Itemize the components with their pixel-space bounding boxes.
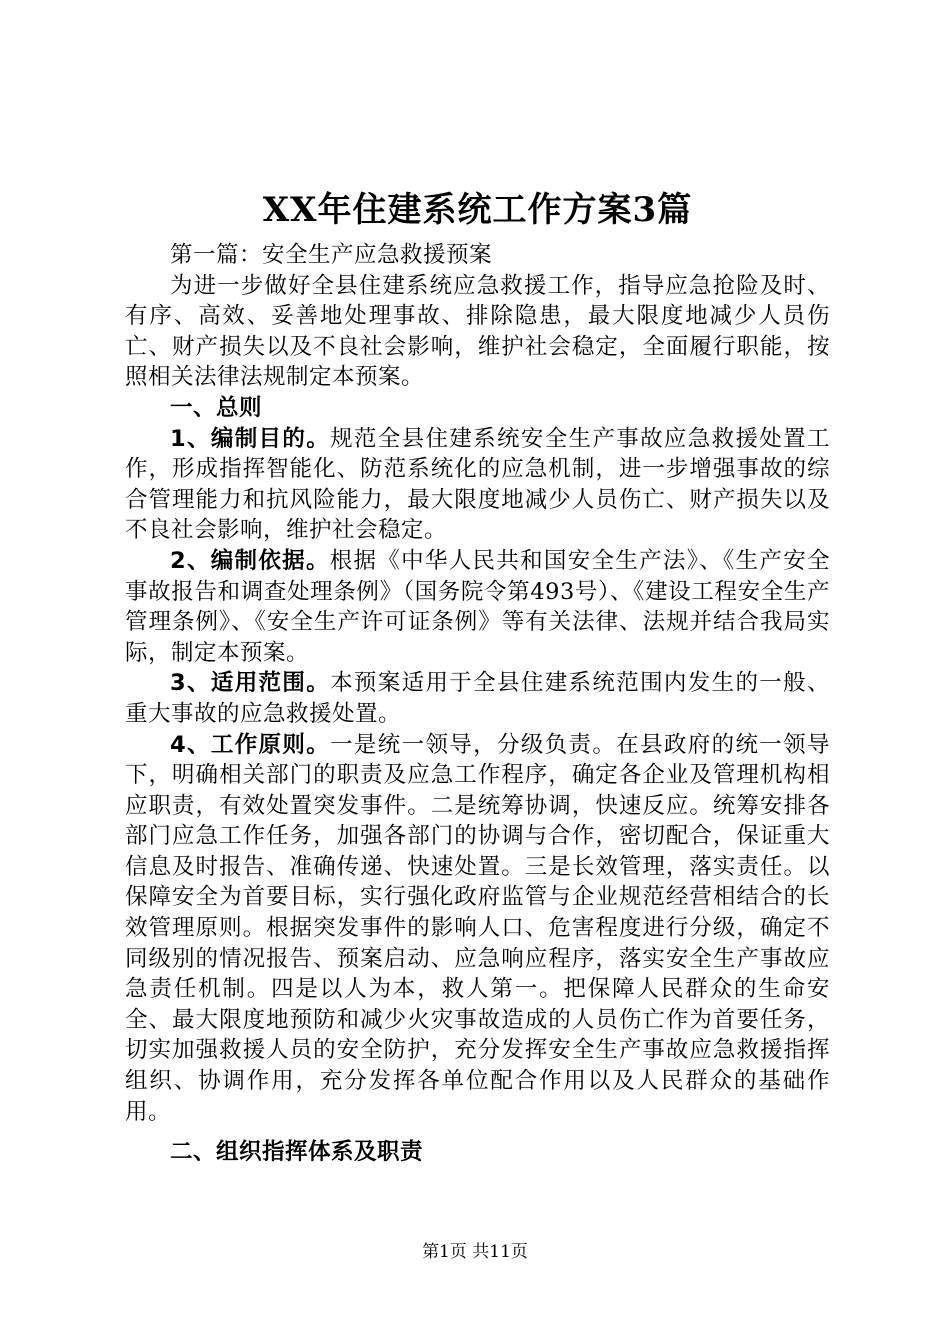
item-basis (125, 546, 830, 668)
item-principles-lead: 4、工作原则。 (170, 731, 331, 758)
item-basis-lead: 2、编制依据。 (170, 547, 330, 574)
item-purpose (125, 424, 830, 546)
intro-paragraph: 为进一步做好全县住建系统应急救援工作，指导应急抢险及时、有序、高效、妥善地处理事故、排除隐患，最大限度地减少人员伤亡、财产损失以及不良社会影响，维护社会稳定，全面履行职能，按照相关法律法规制定本预案。 (125, 272, 830, 391)
item-principles-text: 一是统一领导，分级负责。在县政府的统一领导下，明确相关部门的职责及应急工作程序，确定各企业及管理机构相应职责，有效处置突发事件。二是统筹协调，快速反应。统筹安排各部门应急工作任务，加强各部门的协调与合作，密切配合，保证重大信息及时报告、准确传递、快速处置。三是长效管理，落实责任。以保障安全为首要目标，实行强化政府监管与企业规范经营相结合的长效管理原则。根据突发事件的影响人口、危害程度进行分级，确定不同级别的情况报告、预案启动、应急响应程序，落实安全生产事故应急责任机制。四是以人为本，救人第一。把保障人民群众的生命安全、最大限度地预防和减少火灾事故造成的人员伤亡作为首要任务，切实加强救援人员的安全防护，充分发挥安全生产事故应急救援指挥组织、协调作用，充分发挥各单位配合作用以及人民群众的基础作用。 (125, 731, 830, 1125)
item-principles (125, 730, 830, 1128)
item-scope-lead: 3、适用范围。 (170, 670, 331, 697)
document-title: XX年住建系统工作方案3篇 (262, 190, 693, 230)
document-page (125, 180, 830, 1168)
heading-organization: 二、组织指挥体系及职责 (170, 1139, 424, 1166)
item-scope-text: 本预案适用于全县住建系统范围内发生的一般、重大事故的应急救援处置。 (125, 670, 830, 727)
item-scope (125, 668, 830, 729)
heading-general-provisions: 一、总则 (170, 394, 263, 421)
item-purpose-text: 规范全县住建系统安全生产事故应急救援处置工作，形成指挥智能化、防范系统化的应急机制，进一步增强事故的综合管理能力和抗风险能力，最大限度地减少人员伤亡、财产损失以及不良社会影响，维护社会稳定。 (125, 425, 830, 544)
item-purpose-lead: 1、编制目的。 (170, 425, 331, 452)
section-title: 第一篇：安全生产应急救援预案 (170, 242, 493, 268)
page-footer: 第1页 共11页 (422, 1242, 528, 1262)
item-basis-text: 根据《中华人民共和国安全生产法》、《生产安全事故报告和调查处理条例》（国务院令第493号）、《建设工程安全生产管理条例》、《安全生产许可证条例》等有关法律、法规并结合我局实际，制定本预案。 (125, 547, 830, 666)
